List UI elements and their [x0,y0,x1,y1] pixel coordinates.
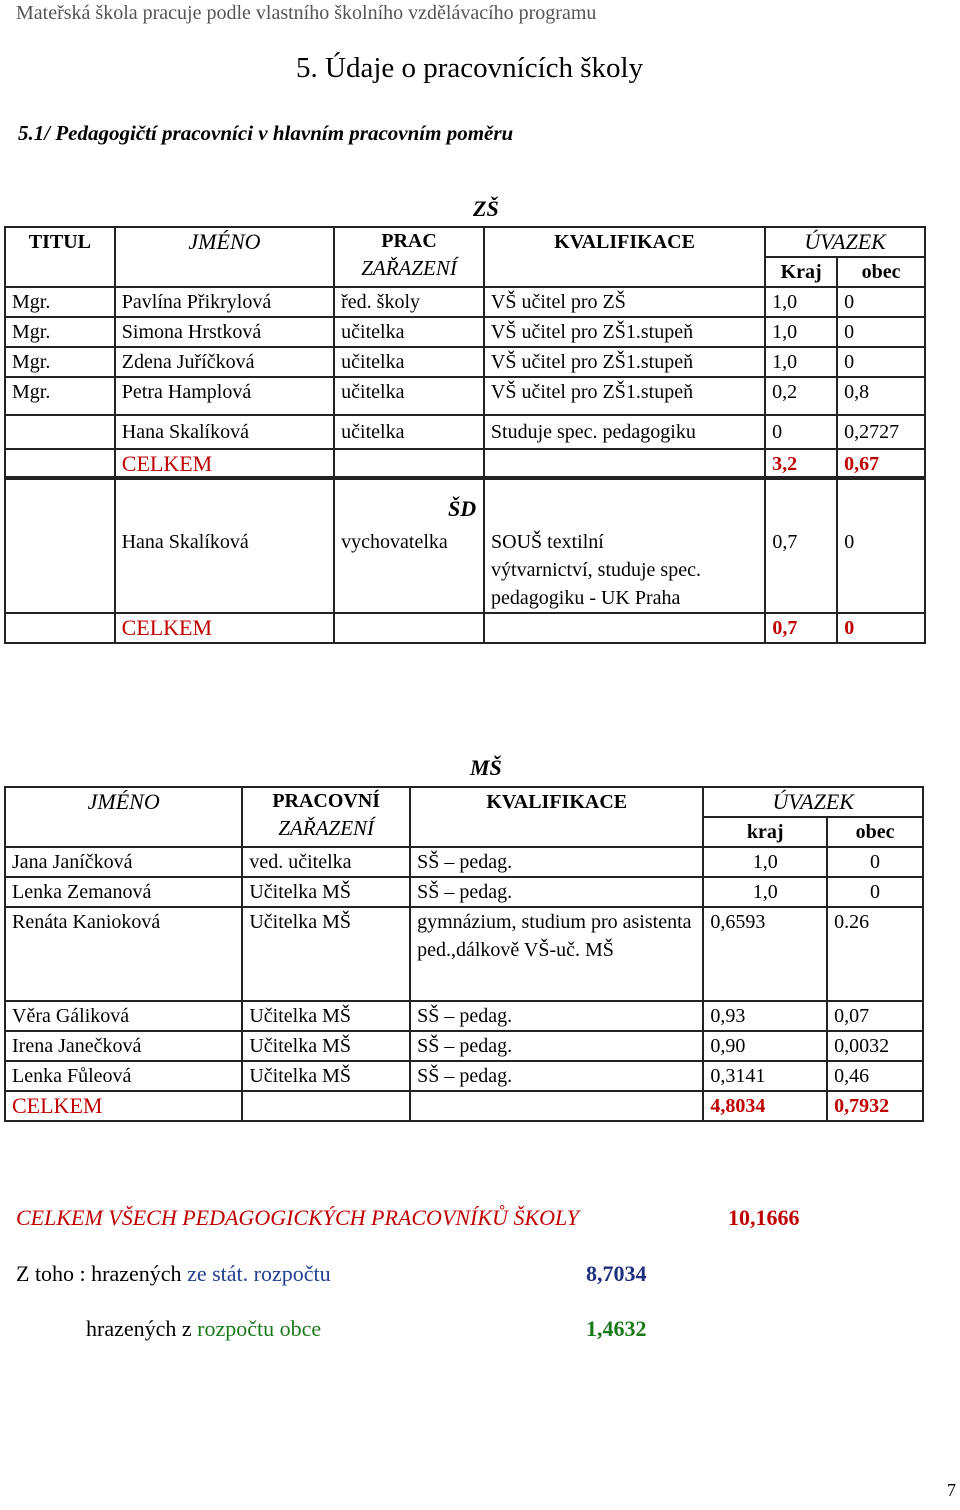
table-row [5,317,925,347]
total-kraj: 0,7 [765,613,837,643]
cell-titul: Mgr. [5,347,115,377]
cell-kval: Studuje spec. pedagogiku [484,415,765,449]
cell-prac: učitelka [334,415,484,449]
sd-total-row [5,613,925,643]
cell-kval: SŠ – pedag. [410,1001,703,1031]
col-pracovni: PRACOVNÍ [272,790,381,812]
cell-kval: gymnázium, studium pro asistenta ped.,dálkově VŠ-uč. MŠ [410,907,703,1001]
cell-kval: SŠ – pedag. [410,847,703,877]
cell-jmeno: Zdena Juříčková [115,347,334,377]
ms-table [4,786,924,1122]
col-kraj: kraj [703,817,827,847]
cell-empty [334,449,484,479]
grand-total-label: CELKEM VŠECH PEDAGOGICKÝCH PRACOVNÍKŮ ŠKOLY [16,1205,580,1230]
zs-section-label: ZŠ [473,196,499,221]
cell-kval [484,477,765,613]
section-subtitle: 5.1/ Pedagogičtí pracovníci v hlavním pracovním poměru [18,121,514,145]
cell-obec: 0 [837,477,925,613]
total-label: CELKEM [5,1091,242,1121]
cell-jmeno: Jana Janíčková [5,847,242,877]
kval-line: pedagogiku - UK Praha [491,587,681,609]
cell-jmeno: Hana Skalíková [115,477,335,613]
total-label: CELKEM [115,613,335,643]
cell-jmeno: Lenka Fůleová [5,1061,242,1091]
kval-line: SOUŠ textilní [491,531,604,553]
total-label: CELKEM [115,449,334,479]
municipal-budget-value: 1,4632 [586,1316,647,1341]
cell-jmeno: Pavlína Přikrylová [115,287,334,317]
cell-empty [484,449,765,479]
kval-line: výtvarnictví, studuje spec. [491,559,701,581]
col-prac: PRAC [381,230,437,252]
page-number: 7 [947,1480,956,1500]
cell-prac: ved. učitelka [242,847,410,877]
table-row [5,877,923,907]
col-zarazeni: ZAŘAZENÍ [278,816,375,840]
table-row [5,377,925,415]
cell-obec: 0 [837,287,925,317]
cell-jmeno: Věra Gáliková [5,1001,242,1031]
total-obec: 0,7932 [827,1091,923,1121]
cell-obec: 0 [827,847,923,877]
total-obec: 0,67 [837,449,925,479]
cell-titul: Mgr. [5,317,115,347]
table-row [5,415,925,449]
municipal-budget-prefix: hrazených z [86,1316,198,1341]
total-kraj: 3,2 [765,449,837,479]
col-titul: TITUL [5,227,115,287]
cell-kraj: 0,7 [765,477,837,613]
cell-empty [5,613,115,643]
municipal-budget-line [86,1316,321,1342]
cell-kraj: 0,6593 [703,907,827,1001]
cell-jmeno: Irena Janečková [5,1031,242,1061]
cell-prac: Učitelka MŠ [242,877,410,907]
cell-kval: SŠ – pedag. [410,1061,703,1091]
state-budget-line [16,1261,331,1287]
col-jmeno: JMÉNO [5,787,242,847]
table-row [5,1061,923,1091]
cell-obec: 0 [837,347,925,377]
cell-prac: Učitelka MŠ [242,1061,410,1091]
cell-kraj: 0,3141 [703,1061,827,1091]
col-obec: obec [837,257,925,287]
cell-empty [334,613,484,643]
page-title: 5. Údaje o pracovnících školy [296,52,644,84]
ms-header-row [5,787,923,817]
cell-kval: VŠ učitel pro ZŠ [484,287,765,317]
col-kvalifikace: KVALIFIKACE [410,787,703,847]
col-zarazeni: ZAŘAZENÍ [361,256,457,280]
cell-jmeno: Petra Hamplová [115,377,334,415]
cell-obec: 0.26 [827,907,923,1001]
municipal-budget-label: rozpočtu obce [197,1316,322,1341]
cell-empty [484,613,765,643]
cell-jmeno: Renáta Kanioková [5,907,242,1001]
cell-titul [5,415,115,449]
zs-table [4,226,926,480]
running-header: Mateřská škola pracuje podle vlastního školního vzdělávacího programu [16,2,597,24]
col-kraj: Kraj [765,257,837,287]
table-row [5,907,923,1001]
col-pracovni-zarazeni [242,787,410,847]
col-obec: obec [827,817,923,847]
cell-kval: SŠ – pedag. [410,1031,703,1061]
cell-obec: 0 [827,877,923,907]
cell-empty [242,1091,410,1121]
cell-jmeno: Hana Skalíková [115,415,334,449]
state-budget-prefix: Z toho : hrazených [16,1261,188,1286]
sd-section-label: ŠD [448,496,477,521]
state-budget-label: ze stát. rozpočtu [187,1261,331,1286]
cell-kraj: 1,0 [765,317,837,347]
col-prac-zarazeni [334,227,484,287]
cell-prac: učitelka [334,347,484,377]
ms-total-row [5,1091,923,1121]
cell-empty [5,449,115,479]
cell-obec: 0 [837,317,925,347]
cell-kraj: 1,0 [765,287,837,317]
grand-total-value: 10,1666 [728,1205,800,1230]
cell-obec: 0,46 [827,1061,923,1091]
table-row [5,1001,923,1031]
cell-kval: VŠ učitel pro ZŠ1.stupeň [484,377,765,415]
cell-kraj: 0,2 [765,377,837,415]
ms-section-label: MŠ [470,755,502,780]
cell-empty [5,477,115,613]
cell-kraj: 1,0 [765,347,837,377]
cell-kraj: 1,0 [703,877,827,907]
cell-obec: 0,8 [837,377,925,415]
cell-kval: VŠ učitel pro ZŠ1.stupeň [484,347,765,377]
total-obec: 0 [837,613,925,643]
cell-prac: Učitelka MŠ [242,907,410,1001]
table-row [5,847,923,877]
cell-kraj: 1,0 [703,847,827,877]
cell-prac: učitelka [334,317,484,347]
col-uvazek: ÚVAZEK [765,227,925,257]
state-budget-value: 8,7034 [586,1261,647,1286]
table-row [5,347,925,377]
cell-obec: 0,2727 [837,415,925,449]
cell-prac: Učitelka MŠ [242,1001,410,1031]
cell-kval: VŠ učitel pro ZŠ1.stupeň [484,317,765,347]
cell-prac: Učitelka MŠ [242,1031,410,1061]
cell-titul: Mgr. [5,377,115,415]
cell-obec: 0,0032 [827,1031,923,1061]
cell-prac: vychovatelka [334,477,484,613]
cell-kraj: 0,93 [703,1001,827,1031]
cell-kval: SŠ – pedag. [410,877,703,907]
total-kraj: 4,8034 [703,1091,827,1121]
col-kvalifikace: KVALIFIKACE [484,227,765,287]
cell-prac: řed. školy [334,287,484,317]
table-row [5,1031,923,1061]
zs-total-row [5,449,925,479]
cell-obec: 0,07 [827,1001,923,1031]
cell-prac: učitelka [334,377,484,415]
cell-titul: Mgr. [5,287,115,317]
cell-jmeno: Lenka Zemanová [5,877,242,907]
zs-header-row [5,227,925,257]
cell-empty [410,1091,703,1121]
col-uvazek: ÚVAZEK [703,787,923,817]
cell-kraj: 0,90 [703,1031,827,1061]
cell-jmeno: Simona Hrstková [115,317,334,347]
cell-kraj: 0 [765,415,837,449]
table-row [5,287,925,317]
col-jmeno: JMÉNO [115,227,334,287]
